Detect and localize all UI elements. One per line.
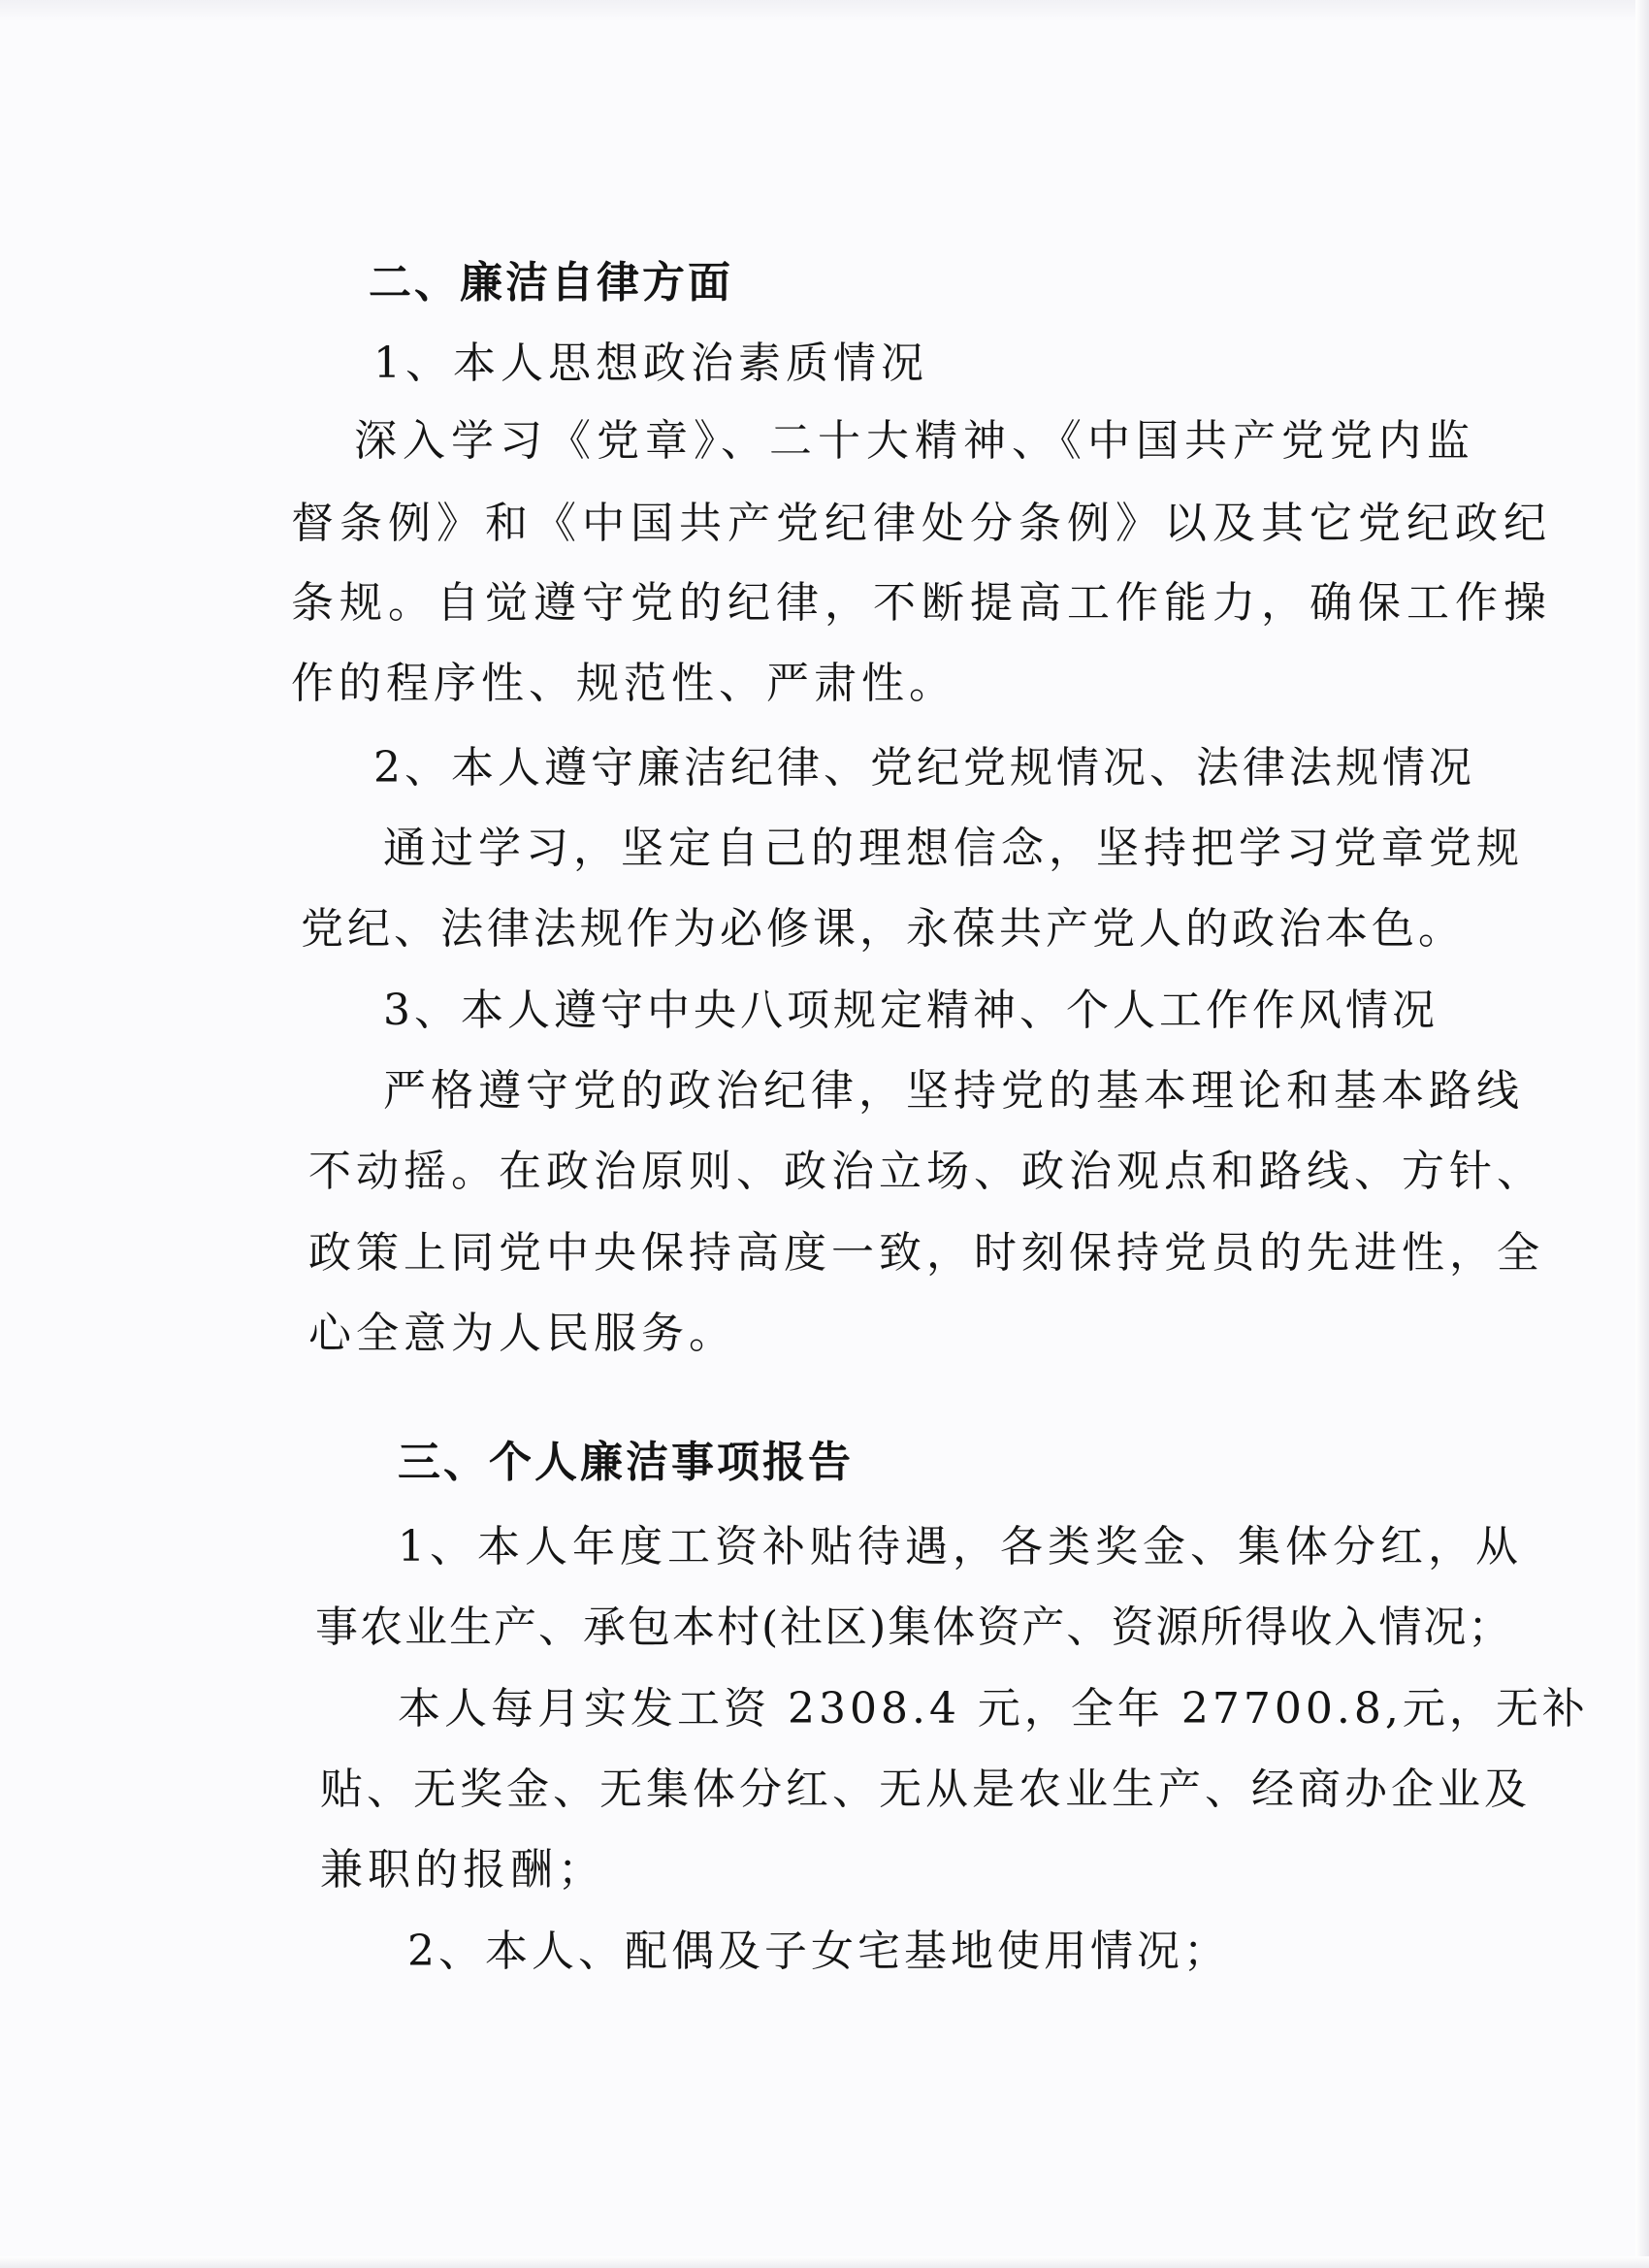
section3-item1-line: 贴、无奖金、无集体分红、无从是农业生产、经商办企业及 [320,1765,1531,1814]
section3-item1-line: 兼职的报酬； [320,1845,605,1895]
section2-item3-line: 不动摇。在政治原则、政治立场、政治观点和路线、方针、 [308,1147,1544,1196]
section2-item3-line: 心全意为人民服务。 [308,1309,736,1358]
section3-heading: 三、个人廉洁事项报告 [398,1438,854,1487]
section3-item1-title: 1、本人年度工资补贴待遇，各类奖金、集体分红，从 [398,1522,1523,1571]
section2-item1-line: 督条例》和《中国共产党纪律处分条例》以及其它党纪政纪 [291,499,1552,548]
section2-item1-line: 作的程序性、规范性、严肃性。 [291,659,956,708]
section3-item1-line: 本人每月实发工资 2308.4 元，全年 27700.8,元，无补 [398,1684,1589,1733]
section2-item3-line: 严格遵守党的政治纪律，坚持党的基本理论和基本路线 [383,1066,1524,1116]
section2-item3-line: 政策上同党中央保持高度一致，时刻保持党员的先进性，全 [308,1228,1544,1278]
section3-item2-title: 2、本人、配偶及子女宅基地使用情况； [407,1927,1230,1976]
section3-item1-title: 事农业生产、承包本村(社区)集体资产、资源所得收入情况； [315,1603,1513,1652]
section2-item3-title: 3、本人遵守中央八项规定精神、个人工作作风情况 [383,986,1439,1035]
section2-item1-line: 深入学习《党章》、二十大精神、《中国共产党党内监 [354,416,1475,466]
section2-item1-line: 条规。自觉遵守党的纪律，不断提高工作能力，确保工作操 [291,578,1552,628]
section2-item2-line: 党纪、法律法规作为必修课，永葆共产党人的政治本色。 [301,904,1465,954]
section2-heading: 二、廉洁自律方面 [369,258,733,308]
section2-item2-line: 通过学习，坚定自己的理想信念，坚持把学习党章党规 [383,824,1524,873]
section2-item1-title: 1、本人思想政治素质情况 [373,339,928,388]
section2-item2-title: 2、本人遵守廉洁纪律、党纪党规情况、法律法规情况 [373,743,1475,793]
